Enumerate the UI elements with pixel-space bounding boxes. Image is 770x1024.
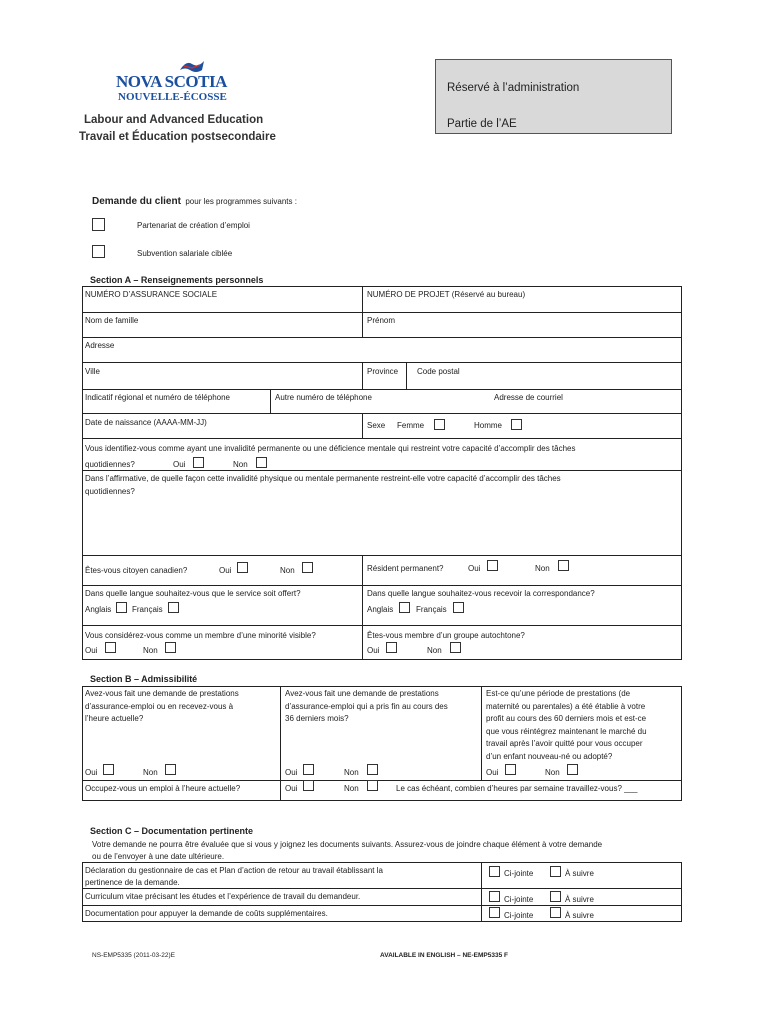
doc1-follow-checkbox[interactable] bbox=[550, 866, 561, 877]
q3-line: travail après l’avoir quitté pour vous occuper bbox=[486, 739, 643, 748]
male-label: Homme bbox=[474, 421, 503, 430]
doc2-label: Curriculum vitae précisant les études et l’expérience de travail du demandeur. bbox=[85, 892, 361, 901]
province-label: Province bbox=[367, 367, 399, 376]
divider bbox=[82, 905, 682, 906]
divider bbox=[82, 625, 682, 626]
divider bbox=[362, 413, 363, 438]
female-label: Femme bbox=[397, 421, 425, 430]
service-francais-label: Français bbox=[132, 605, 163, 614]
email-label: Adresse de courriel bbox=[494, 393, 563, 402]
male-checkbox[interactable] bbox=[511, 419, 522, 430]
doc3-follow-label: À suivre bbox=[565, 911, 594, 920]
q2-line: Avez-vous fait une demande de prestations bbox=[285, 689, 439, 698]
divider bbox=[82, 555, 682, 556]
divider bbox=[82, 337, 682, 338]
doc1-line2: pertinence de la demande. bbox=[85, 878, 180, 887]
doc3-attached-checkbox[interactable] bbox=[489, 907, 500, 918]
phone-label: Indicatif régional et numéro de téléphone bbox=[85, 393, 230, 402]
citizen-oui-checkbox[interactable] bbox=[237, 562, 248, 573]
corr-anglais-label: Anglais bbox=[367, 605, 394, 614]
employed-non-checkbox[interactable] bbox=[367, 780, 378, 791]
doc3-attached-label: Ci-jointe bbox=[504, 911, 534, 920]
minority-non-label: Non bbox=[143, 646, 158, 655]
disability-question-line1: Vous identifiez-vous comme ayant une invalidité permanente ou une déficience mentale qui restreint votre capacité d’accomplir des tâches bbox=[85, 444, 576, 453]
form-number: NS-EMP5335 (2011-03-22)E bbox=[92, 952, 175, 959]
disability-oui-label: Oui bbox=[173, 460, 186, 469]
service-anglais-checkbox[interactable] bbox=[116, 602, 127, 613]
divider bbox=[406, 362, 407, 389]
resident-oui-checkbox[interactable] bbox=[487, 560, 498, 571]
divider bbox=[362, 362, 363, 389]
resident-non-checkbox[interactable] bbox=[558, 560, 569, 571]
dob-label: Date de naissance (AAAA-MM-JJ) bbox=[85, 418, 207, 427]
available-in-english: AVAILABLE IN ENGLISH – NE-EMP5335 F bbox=[380, 952, 508, 959]
section-b-q3 bbox=[486, 688, 647, 763]
section-a-title: Section A – Renseignements personnels bbox=[90, 275, 264, 285]
logo-line1: NOVA SCOTIA bbox=[116, 72, 227, 91]
option2-checkbox[interactable] bbox=[92, 245, 105, 258]
divider bbox=[481, 686, 482, 781]
corr-francais-label: Français bbox=[416, 605, 447, 614]
section-b-q2 bbox=[285, 688, 448, 726]
employed-oui-label: Oui bbox=[285, 784, 298, 793]
aboriginal-oui-checkbox[interactable] bbox=[386, 642, 397, 653]
divider bbox=[481, 862, 482, 922]
q3-line: profit au cours des 60 derniers mois et est-ce bbox=[486, 714, 647, 723]
doc3-label: Documentation pour appuyer la demande de coûts supplémentaires. bbox=[85, 909, 328, 918]
section-b-q1 bbox=[85, 688, 239, 726]
divider bbox=[362, 286, 363, 337]
admin-line2: Partie de l’AE bbox=[447, 118, 517, 130]
corr-anglais-checkbox[interactable] bbox=[399, 602, 410, 613]
section-c-title: Section C – Documentation pertinente bbox=[90, 826, 254, 836]
admin-line1: Réservé à l’administration bbox=[447, 82, 580, 94]
aboriginal-label: Êtes-vous membre d’un groupe autochtone? bbox=[367, 631, 525, 640]
divider bbox=[82, 438, 682, 439]
alt-phone-label: Autre numéro de téléphone bbox=[275, 393, 372, 402]
q1-non-label: Non bbox=[143, 768, 158, 777]
postal-label: Code postal bbox=[417, 367, 460, 376]
disability-detail-line1: Dans l’affirmative, de quelle façon cette invalidité physique ou mentale permanente restreint-elle votre capacité d’accomplir des tâches bbox=[85, 474, 561, 483]
disability-non-label: Non bbox=[233, 460, 248, 469]
aboriginal-non-checkbox[interactable] bbox=[450, 642, 461, 653]
doc2-follow-checkbox[interactable] bbox=[550, 891, 561, 902]
q2-oui-label: Oui bbox=[285, 768, 298, 777]
service-anglais-label: Anglais bbox=[85, 605, 112, 614]
q1-oui-label: Oui bbox=[85, 768, 98, 777]
logo-line2: NOUVELLE-ÉCOSSE bbox=[118, 91, 227, 103]
q3-non-label: Non bbox=[545, 768, 560, 777]
doc2-attached-checkbox[interactable] bbox=[489, 891, 500, 902]
q2-non-checkbox[interactable] bbox=[367, 764, 378, 775]
doc2-attached-label: Ci-jointe bbox=[504, 895, 534, 904]
sin-label: NUMÉRO D’ASSURANCE SOCIALE bbox=[85, 290, 218, 299]
employed-oui-checkbox[interactable] bbox=[303, 780, 314, 791]
divider bbox=[280, 686, 281, 801]
minority-oui-label: Oui bbox=[85, 646, 98, 655]
q1-oui-checkbox[interactable] bbox=[103, 764, 114, 775]
address-label: Adresse bbox=[85, 341, 115, 350]
disability-oui-checkbox[interactable] bbox=[193, 457, 204, 468]
citizen-oui-label: Oui bbox=[219, 566, 232, 575]
city-label: Ville bbox=[85, 367, 100, 376]
section-c-intro-line1: Votre demande ne pourra être évaluée que si vous y joignez les documents suivants. Assurez-vous de joindre chaque élément à votre demande bbox=[92, 840, 603, 849]
intro-rest: pour les programmes suivants : bbox=[185, 197, 297, 206]
q2-oui-checkbox[interactable] bbox=[303, 764, 314, 775]
female-checkbox[interactable] bbox=[434, 419, 445, 430]
employed-label: Occupez-vous un emploi à l’heure actuelle? bbox=[85, 784, 241, 793]
q3-line: que vous réintégrez maintenant le marché du bbox=[486, 726, 647, 736]
service-francais-checkbox[interactable] bbox=[168, 602, 179, 613]
q3-oui-label: Oui bbox=[486, 768, 499, 777]
dept-en: Labour and Advanced Education bbox=[84, 114, 264, 126]
resident-non-label: Non bbox=[535, 564, 550, 573]
minority-label: Vous considérez-vous comme un membre d’une minorité visible? bbox=[85, 631, 316, 640]
corr-francais-checkbox[interactable] bbox=[453, 602, 464, 613]
q1-line: Avez-vous fait une demande de prestations bbox=[85, 689, 239, 698]
nova-scotia-logo bbox=[110, 58, 235, 108]
divider bbox=[82, 312, 682, 313]
doc3-follow-checkbox[interactable] bbox=[550, 907, 561, 918]
minority-oui-checkbox[interactable] bbox=[105, 642, 116, 653]
option1-checkbox[interactable] bbox=[92, 218, 105, 231]
divider bbox=[82, 389, 682, 390]
doc1-line1: Déclaration du gestionnaire de cas et Plan d’action de retour au travail établissant la bbox=[85, 866, 383, 875]
disability-non-checkbox[interactable] bbox=[256, 457, 267, 468]
dept-fr: Travail et Éducation postsecondaire bbox=[79, 131, 276, 143]
divider bbox=[82, 413, 682, 414]
q1-line: d’assurance-emploi ou en recevez-vous à bbox=[85, 701, 234, 711]
admin-box bbox=[435, 59, 672, 134]
q3-line: d’un enfant nouveau-né ou adopté? bbox=[486, 751, 613, 761]
divider bbox=[82, 585, 682, 586]
divider bbox=[82, 888, 682, 889]
doc1-attached-checkbox[interactable] bbox=[489, 866, 500, 877]
divider bbox=[270, 389, 271, 413]
divider bbox=[82, 780, 682, 781]
q3-line: maternité ou parentales) a été établie à votre bbox=[486, 701, 646, 711]
sex-label: Sexe bbox=[367, 421, 386, 430]
last-name-label: Nom de famille bbox=[85, 316, 139, 325]
disability-detail-line2: quotidiennes? bbox=[85, 487, 135, 496]
q1-non-checkbox[interactable] bbox=[165, 764, 176, 775]
hours-label: Le cas échéant, combien d’heures par semaine travaillez-vous? ___ bbox=[396, 784, 638, 793]
doc1-follow-label: À suivre bbox=[565, 869, 594, 878]
project-no-label: NUMÉRO DE PROJET (Réservé au bureau) bbox=[367, 290, 526, 299]
intro-heading bbox=[92, 191, 297, 209]
minority-non-checkbox[interactable] bbox=[165, 642, 176, 653]
q1-line: l’heure actuelle? bbox=[85, 714, 144, 723]
q2-non-label: Non bbox=[344, 768, 359, 777]
option2-label: Subvention salariale ciblée bbox=[137, 249, 233, 258]
citizen-non-checkbox[interactable] bbox=[302, 562, 313, 573]
service-lang-label: Dans quelle langue souhaitez-vous que le service soit offert? bbox=[85, 589, 301, 598]
corr-lang-label: Dans quelle langue souhaitez-vous recevoir la correspondance? bbox=[367, 589, 595, 598]
divider bbox=[82, 362, 682, 363]
first-name-label: Prénom bbox=[367, 316, 396, 325]
q3-line: Est-ce qu’une période de prestations (de bbox=[486, 689, 631, 698]
citizen-non-label: Non bbox=[280, 566, 295, 575]
resident-oui-label: Oui bbox=[468, 564, 481, 573]
doc1-attached-label: Ci-jointe bbox=[504, 869, 534, 878]
resident-label: Résident permanent? bbox=[367, 564, 444, 573]
disability-question-line2: quotidiennes? bbox=[85, 460, 135, 469]
employed-non-label: Non bbox=[344, 784, 359, 793]
q2-line: 36 derniers mois? bbox=[285, 714, 349, 723]
aboriginal-oui-label: Oui bbox=[367, 646, 380, 655]
divider bbox=[362, 555, 363, 660]
q2-line: d’assurance-emploi qui a pris fin au cours des bbox=[285, 701, 448, 711]
section-b-title: Section B – Admissibilité bbox=[90, 674, 198, 684]
aboriginal-non-label: Non bbox=[427, 646, 442, 655]
q3-non-checkbox[interactable] bbox=[567, 764, 578, 775]
citizen-label: Êtes-vous citoyen canadien? bbox=[85, 566, 188, 575]
q3-oui-checkbox[interactable] bbox=[505, 764, 516, 775]
intro-title: Demande du client bbox=[92, 196, 181, 207]
option1-label: Partenariat de création d’emploi bbox=[137, 221, 250, 230]
doc2-follow-label: À suivre bbox=[565, 895, 594, 904]
section-c-intro-line2: ou de l’envoyer à une date ultérieure. bbox=[92, 852, 225, 861]
divider bbox=[82, 470, 682, 471]
